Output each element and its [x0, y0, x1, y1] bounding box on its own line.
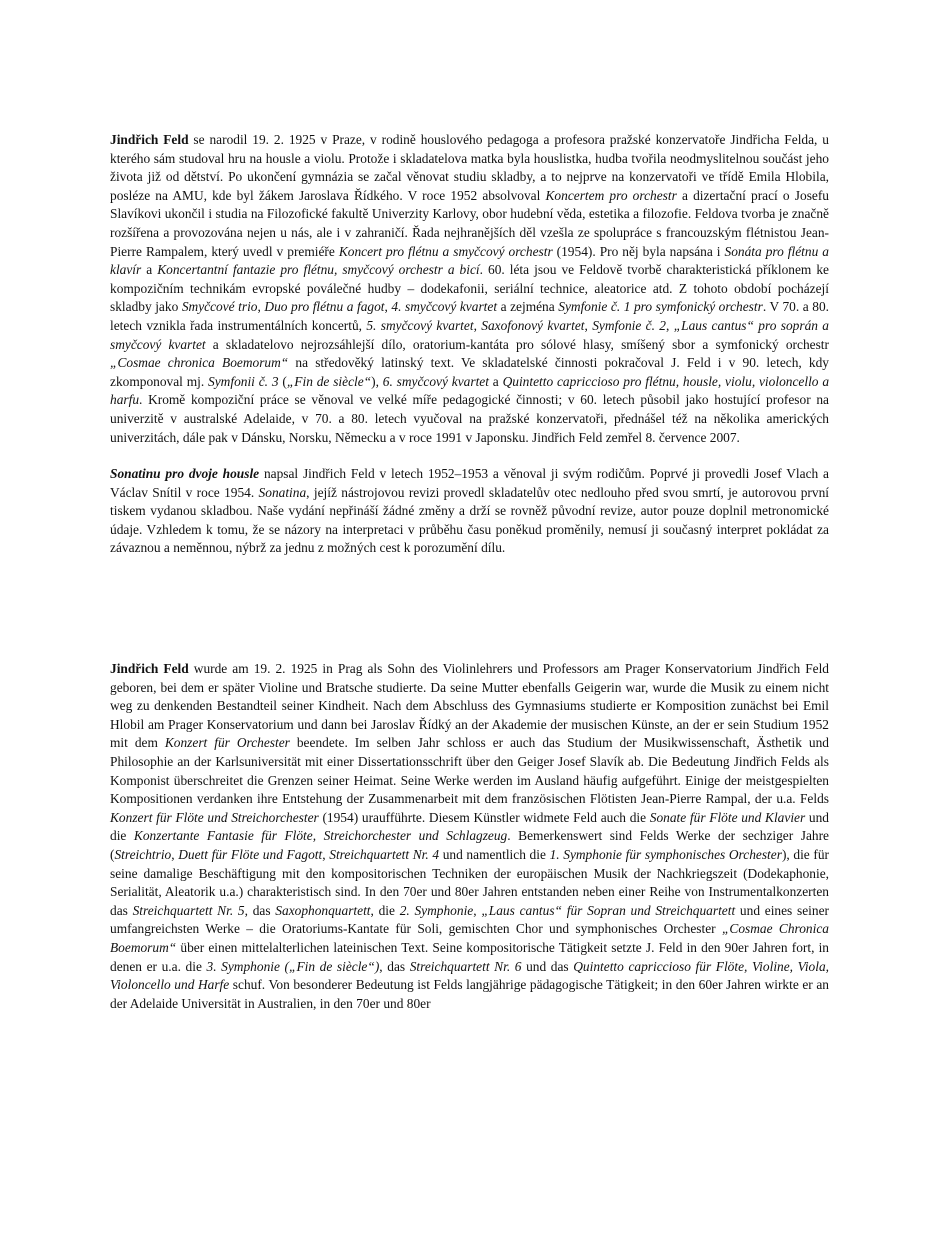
- section-spacer: [110, 558, 829, 660]
- text-run: (1954). Pro něj byla napsána i: [552, 243, 725, 259]
- italic-title: „Laus cantus“ für Sopran und Streichquartett: [481, 902, 736, 918]
- italic-title: „Laus cantus“ pro soprán a smyčcový kvartet: [110, 317, 829, 352]
- text-run: ,: [473, 902, 482, 918]
- italic-title: Quintetto capriccioso für Flöte, Violine, Viola, Violoncello und Harfe: [110, 958, 830, 993]
- italic-title: 3. Symphonie („Fin de siècle“): [206, 958, 380, 974]
- italic-title: Saxofonový kvartet: [481, 317, 585, 333]
- text-run: ,: [322, 847, 330, 862]
- czech-biography-paragraph: [110, 131, 829, 447]
- czech-sonatina-paragraph: [110, 465, 829, 558]
- italic-title: Koncert pro flétnu a smyčcový orchestr: [338, 243, 553, 259]
- text-run: und namentlich die: [439, 847, 550, 862]
- italic-title: Streichtrio: [114, 847, 172, 862]
- text-run: und eines seiner umfangreichsten Werke – die Oratoriums-Kantate für Soli, gemischten Chor und symphonisches Orchester: [110, 902, 829, 937]
- text-run: . V 70. a 80. letech vznikla řada instrumentálních koncertů,: [110, 299, 829, 333]
- italic-title: Symfonie č. 2: [592, 317, 666, 333]
- italic-title: 6. smyčcový kvartet: [382, 373, 489, 389]
- italic-title: Koncertantní fantazie pro flétnu, smyčcový orchestr a bicí: [157, 262, 480, 278]
- text-run: a dizertační prací o Josefu Slavíkovi ukončil i studia na Filozofické fakultě Univerzity Karlovy, obor hudební věda, estetika a filozofie. Feldova tvorba je značně rozšířena a provozována nejen u nás, ale i v zahraničí. Řada nejhranějších děl vzešla ze spolupráce s francouzským flétnistou Jean-Pierre Rampalem, který uvedl v premiéře: [110, 187, 829, 259]
- text-run: ,: [473, 317, 482, 333]
- italic-title: Sonáta pro flétnu a klavír: [110, 243, 829, 278]
- german-biography-paragraph: [110, 660, 829, 1013]
- italic-title: Symfonii č. 3: [208, 373, 279, 389]
- italic-title: „Cosmae Chronica Boemorum“: [110, 921, 829, 955]
- text-run: wurde am 19. 2. 1925 in Prag als Sohn des Violinlehrers und Professors am Prager Konservatorium Jindřich Feld geboren, bei dem er später Violine und Bratsche studierte. Da seine Mutter ebenfalls Geigerin war, wurde die Musik zu einem nicht weg zu denkenden Bestandteil seiner Kindheit. Nach dem Abschluss des Gymnasiums studierte er Komposition zunächst bei Emil Hlobil am Prager Konservatorium und dann bei Jaroslav Řídký an der Akademie der musischen Künste, an der er sein Studium 1952 mit dem: [110, 661, 829, 751]
- text-run: a zejména: [497, 299, 559, 315]
- bold-text: Jindřich Feld: [110, 132, 189, 147]
- text-run: (1954) uraufführte. Diesem Künstler widmete Feld auch die: [318, 809, 650, 825]
- italic-title: Konzertante Fantasie für Flöte, Streichorchester und Schlagzeug: [133, 828, 508, 844]
- italic-title: Quintetto capriccioso pro flétnu, housle, violu, violoncello a harfu: [110, 373, 830, 408]
- text-run: se narodil 19. 2. 1925 v Praze, v rodině houslového pedagoga a profesora pražské konzervatoře Jindřicha Felda, u kterého sám studoval hru na housle a violu. Protože i skladatelova matka byla houslistka, hudba tvořila neodmyslitelnou součást jeho života již od dětství. Po ukončení gymnázia se začal věnovat studiu skladby, a to nejprve na konzervatoři ve třídě Emila Hlobila, posléze na AMU, kde byl žákem Jaroslava Řídkého. V roce 1952 absolvoval: [110, 132, 829, 203]
- text-run: ,: [666, 317, 674, 333]
- text-run: und die: [110, 809, 830, 844]
- italic-title: Streichquartett Nr. 4: [329, 847, 440, 862]
- italic-title: Koncertem pro orchestr: [545, 187, 677, 203]
- italic-title: „Cosmae chronica Boemorum“: [110, 355, 289, 371]
- text-run: schuf. Von besonderer Bedeutung ist Felds langjährige pädagogische Tätigkeit; in den 60er Jahren wirkte er an der Adelaide Universität in Australien, in den 70er und 80er: [110, 977, 829, 1011]
- text-run: . Kromě kompoziční práce se věnoval ve velké míře pedagogické činnosti; v 60. letech působil jako hostující profesor na univerzitě v australské Adelaide, v 70. a 80. letech vyučoval na pražské konzervatoři, přednášel též na několika amerických univerzitách, dále pak v Dánsku, Norsku, Německu a v roce 1991 v Japonsku. Jindřich Feld zemřel 8. července 2007.: [110, 392, 829, 445]
- text-run: a skladatelovo nejrozsáhlejší dílo, oratorium-kantáta pro sólové hlasy, smíšený sbor a symfonický orchestr: [205, 336, 829, 352]
- text-run: a: [141, 262, 158, 278]
- italic-title: 5. smyčcový kvartet: [366, 317, 474, 333]
- document-page: [110, 131, 829, 1013]
- bold-italic-title: Sonatinu pro dvoje housle: [110, 466, 260, 482]
- italic-title: Duo pro flétnu a fagot: [264, 299, 385, 315]
- paragraph-spacer: [110, 447, 829, 465]
- italic-title: 1. Symphonie für symphonisches Orchester: [549, 847, 782, 862]
- text-run: ),: [371, 373, 383, 389]
- text-run: , das: [244, 902, 276, 918]
- italic-title: Saxophonquartett: [275, 902, 371, 918]
- text-run: a: [488, 373, 503, 389]
- text-run: , jejíž nástrojovou revizi provedl skladatelův otec nedlouho před svou smrtí, je autorovou první tiskem vydanou skladbou. Naše vydání nepřináší žádné změny a drží se rovněž původní revize, autor pouze doplnil metronomické údaje. Vzhledem k tomu, že se názory na interpretaci v průběhu času poněkud proměnily, nemusí ji současný interpret pokládat za závaznou a neměnnou, nýbrž za jednu z možných cest k porozumění dílu.: [110, 484, 829, 556]
- italic-title: Sonatina: [258, 484, 307, 500]
- text-run: . Bemerkenswert sind Felds Werke der sechziger Jahre (: [110, 828, 829, 862]
- italic-title: Duett für Flöte und Fagott: [178, 847, 323, 862]
- italic-title: Streichquartett Nr. 6: [409, 958, 522, 974]
- text-run: über einen mittelalterlichen lateinischen Text. Seine kompositorische Tätigkeit setzte J. Feld in den 90er Jahren fort, in denen er u.a. die: [110, 939, 829, 974]
- text-run: ,: [257, 299, 265, 315]
- text-run: (: [278, 373, 287, 389]
- text-run: . 60. léta jsou ve Feldově tvorbě charakteristická příklonem ke kompozičním technikám evropské poválečné hudby – dodekafonii, seriální technice, aleatorice atd. Z tohoto období pocházejí skladby jako: [110, 262, 829, 315]
- italic-title: Streichquartett Nr. 5: [132, 902, 245, 918]
- italic-title: „Fin de siècle“: [286, 373, 372, 389]
- italic-title: Konzert für Flöte und Streichorchester: [110, 809, 319, 825]
- text-run: ,: [171, 847, 179, 862]
- italic-title: Symfonie č. 1 pro symfonický orchestr: [558, 299, 763, 315]
- italic-title: 2. Symphonie: [399, 902, 474, 918]
- text-run: ,: [584, 317, 593, 333]
- text-run: ,: [384, 299, 392, 315]
- text-run: , die: [370, 902, 400, 918]
- italic-title: Sonate für Flöte und Klavier: [649, 809, 806, 825]
- text-run: ), die für seine damalige Beschäftigung mit den kompositorischen Techniken der europäischen Musik der Nachkriegszeit (Dodekaphonie, Serialität, Aleatorik u.a.) charakteristisch sind. In den 70er und 80er Jahren entstanden neben einer Reihe von Instrumentalkonzerten das: [110, 847, 829, 918]
- text-run: napsal Jindřich Feld v letech 1952–1953 a věnoval ji svým rodičům. Poprvé ji provedli Josef Vlach a Václav Snítil v roce 1954.: [110, 466, 829, 500]
- text-run: , das: [379, 958, 410, 974]
- italic-title: 4. smyčcový kvartet: [391, 299, 498, 315]
- bold-text: Jindřich Feld: [110, 661, 189, 677]
- text-run: und das: [521, 958, 574, 974]
- text-run: beendete. Im selben Jahr schloss er auch das Studium der Musikwissenschaft, Ästhetik und Philosophie an der Karlsuniversität mit einer Dissertationsschrift über den Geiger Josef Slavík ab. Die Bedeutung Jindřich Felds als Komponist überschreitet die Grenzen seiner Heimat. Seine Werke werden im Ausland häufig aufgeführt. Einige der meistgespielten Kompositionen verdanken ihre Entstehung der Zusammenarbeit mit dem französischen Flötisten Jean-Pierre Rampal, der u.a. Felds: [110, 735, 829, 807]
- italic-title: Smyčcové trio: [181, 299, 258, 315]
- italic-title: Konzert für Orchester: [164, 735, 290, 751]
- text-run: na středověký latinský text. Ve skladatelské činnosti pokračoval J. Feld i v 90. letech, kdy zkomponoval mj.: [110, 355, 829, 389]
